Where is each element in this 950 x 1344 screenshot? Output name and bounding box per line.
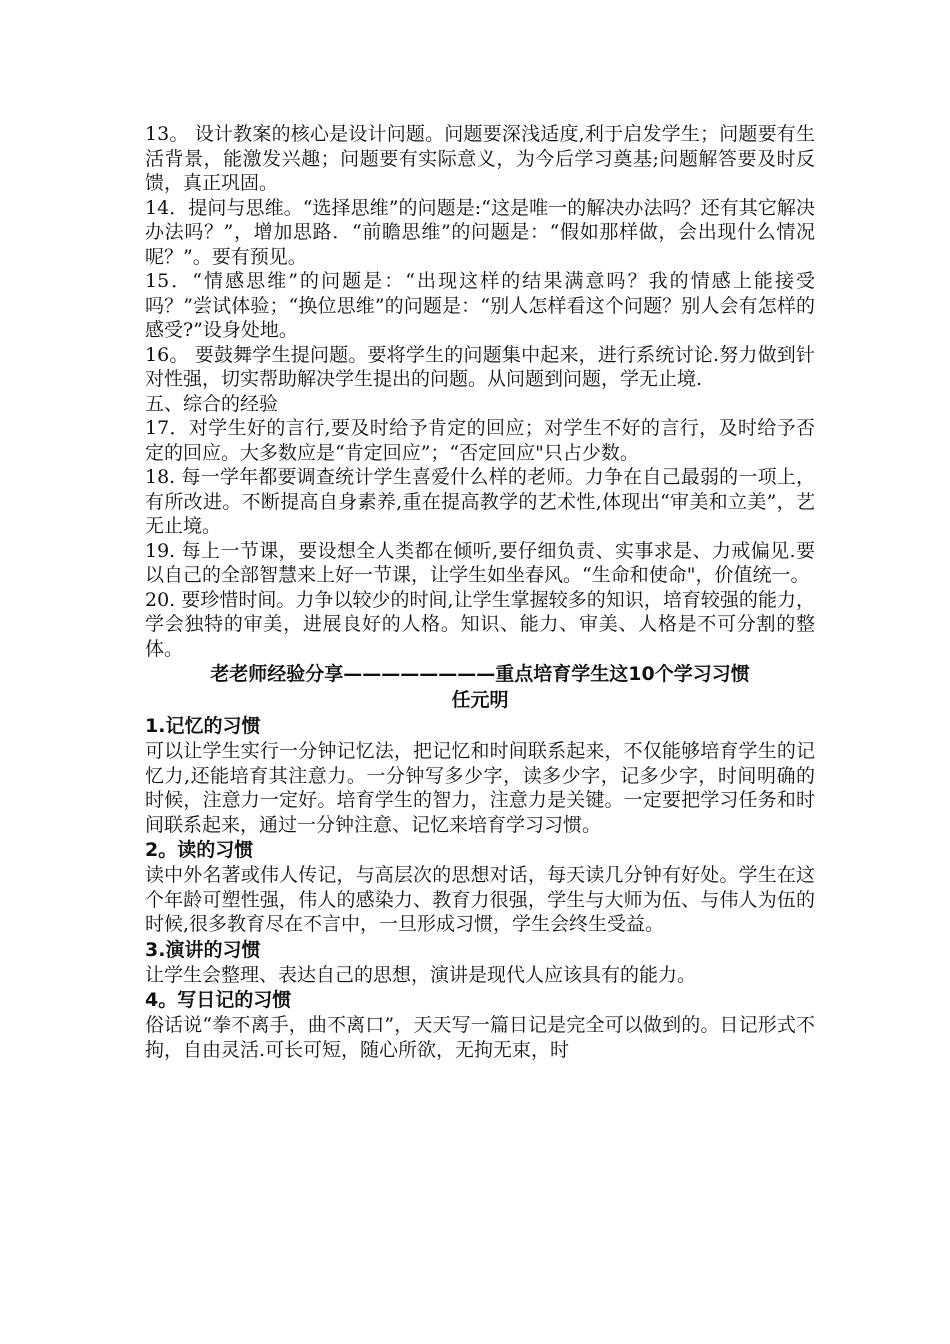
- habit-body-memory: 可以让学生实行一分钟记忆法，把记忆和时间联系起来，不仅能够培育学生的记忆力,还能培育其注意力。一分钟写多少字，读多少字，记多少字，时间明确的时候，注意力一定好。培育学生的智力，注意力是关键。一定要把学习任务和时间联系起来，通过一分钟注意、记忆来培育学习习惯。: [145, 740, 815, 836]
- article-author: 任元明: [451, 689, 509, 711]
- article-title: 老老师经验分享————————重点培育学生这10个学习习惯: [210, 663, 750, 685]
- paragraph-15: 15．“情感思维”的问题是：“出现这样的结果满意吗？我的情感上能接受吗？”尝试体验；“换位思维”的问题是：“别人怎样看这个问题？别人会有怎样的感受?”设身处地。: [145, 270, 815, 341]
- habit-body-speech: 让学生会整理、表达自己的思想，演讲是现代人应该具有的能力。: [145, 963, 697, 986]
- habit-heading-diary: 4。写日记的习惯: [145, 989, 292, 1011]
- habit-body-reading: 读中外名著或伟人传记，与高层次的思想对话，每天读几分钟有好处。学生在这个年龄可塑性强，伟人的感染力、教育力很强，学生与大师为伍、与伟人为伍的时候,很多教育尽在不言中，一旦形成习惯，学生会终生受益。: [145, 864, 815, 935]
- document-body: [145, 122, 815, 1062]
- section-five-heading: 五、综合的经验: [145, 392, 279, 415]
- habit-heading-reading: 2。读的习惯: [145, 839, 254, 861]
- paragraph-20: 20. 要珍惜时间。力争以较少的时间,让学生掌握较多的知识，培育较强的能力，学会独特的审美，进展良好的人格。知识、能力、审美、人格是不可分割的整体。: [145, 588, 815, 660]
- habit-body-diary: 俗话说“拳不离手，曲不离口”，天天写一篇日记是完全可以做到的。日记形式不拘，自由灵活.可长可短，随心所欲，无拘无束，时: [145, 1014, 815, 1061]
- paragraph-14: 14．提问与思维。“选择思维”的问题是:“这是唯一的解决办法吗？还有其它解决办法吗？”，增加思路．“前瞻思维”的问题是：“假如那样做，会出现什么情况呢？”。要有预见。: [145, 196, 815, 268]
- paragraph-13: 13。 设计教案的核心是设计问题。问题要深浅适度,利于启发学生；问题要有生活背景，能激发兴趣；问题要有实际意义，为今后学习奠基;问题解答要及时反馈，真正巩固。: [145, 123, 815, 194]
- habit-heading-speech: 3.演讲的习惯: [145, 938, 261, 961]
- paragraph-16: 16。 要鼓舞学生提问题。要将学生的问题集中起来，进行系统讨论.努力做到针对性强，切实帮助解决学生提出的问题。从问题到问题，学无止境.: [145, 343, 815, 390]
- paragraph-19: 19. 每上一节课，要设想全人类都在倾听,要仔细负责、实事求是、力戒偏见.要以自己的全部智慧来上好一节课，让学生如坐春风。“生命和使命"，价值统一。: [145, 539, 815, 586]
- paragraph-17: 17．对学生好的言行,要及时给予肯定的回应；对学生不好的言行，及时给予否定的回应。大多数应是“肯定回应”；“否定回应"只占少数。: [145, 417, 815, 464]
- habit-heading-memory: 1.记忆的习惯: [145, 715, 261, 737]
- paragraph-18: 18. 每一学年都要调查统计学生喜爱什么样的老师。力争在自己最弱的一项上，有所改进。不断提高自身素养,重在提高教学的艺术性,体现出“审美和立美”，艺无止境。: [145, 466, 815, 537]
